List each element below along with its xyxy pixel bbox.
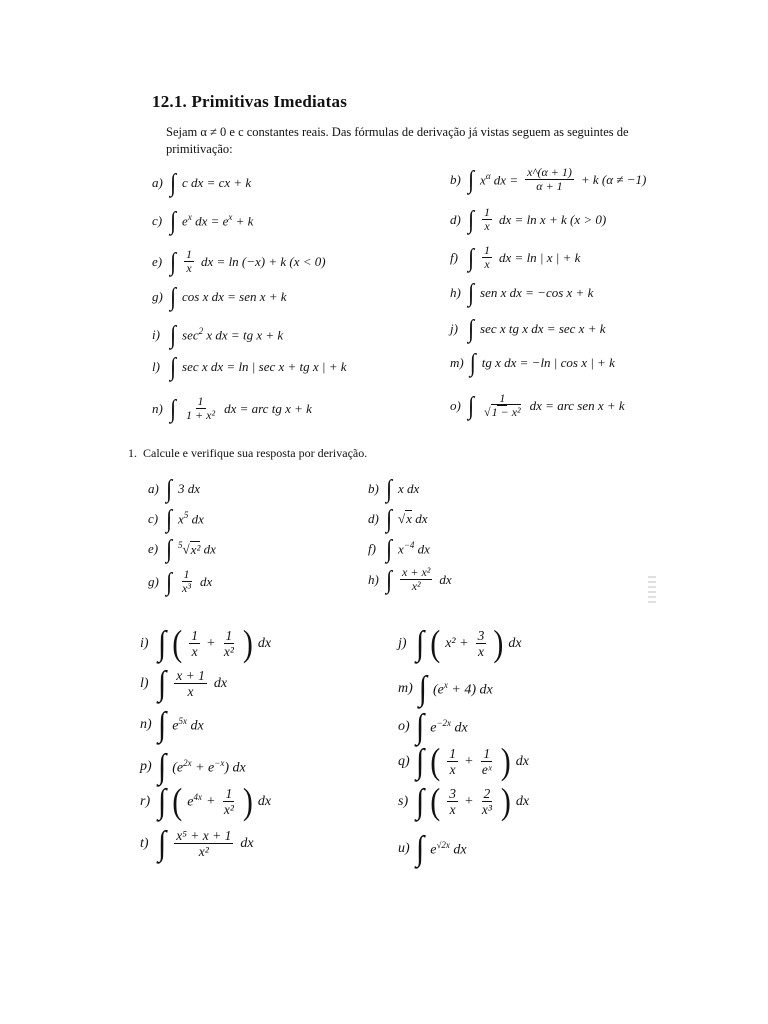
fraction (476, 628, 487, 659)
integral-sign: ∫ (468, 278, 475, 307)
exercise-heading (128, 446, 367, 461)
item-exponent: 5 (183, 510, 189, 521)
formula-body: dx = ln (−x) + k (x < 0) (201, 253, 326, 269)
denominator: x (484, 257, 490, 271)
item-label: j) (398, 635, 407, 651)
integral-sign: ∫ (386, 504, 393, 533)
item-exponent: −x (214, 757, 225, 768)
item-body: dx (414, 541, 430, 557)
formula-label: c) (152, 213, 163, 228)
formula-m (450, 348, 615, 377)
exercise-item-q (398, 740, 529, 782)
denominator: x (186, 261, 192, 275)
item-body: dx (257, 635, 272, 651)
fraction (222, 786, 236, 817)
formula-exponent: x (187, 212, 192, 223)
intro-paragraph: Sejam α ≠ 0 e c constantes reais. Das fórmulas de derivação já vistas seguem as seguintes de primitivação: (166, 125, 629, 156)
formula-base: x (480, 172, 486, 188)
item-label: b) (368, 481, 379, 496)
left-paren: ( (172, 622, 183, 664)
denominator: x³ (481, 802, 492, 817)
left-paren: ( (430, 780, 441, 822)
numerator: 1 (499, 391, 506, 405)
denominator: x² (411, 579, 421, 593)
integral-sign: ∫ (166, 474, 173, 503)
exercise-item-t (140, 823, 254, 862)
numerator: 1 (183, 567, 190, 581)
exercise-item-m (398, 669, 493, 708)
formula-label: i) (152, 327, 160, 342)
formula-exponent: x (228, 212, 233, 223)
numerator: x + 1 (176, 668, 205, 683)
formula-label: h) (450, 285, 461, 300)
exercise-item-i (140, 622, 272, 664)
fraction (189, 628, 200, 659)
integral-sign: ∫ (418, 669, 427, 708)
item-label: d) (368, 511, 379, 526)
formula-c (152, 206, 254, 235)
item-body: dx (200, 541, 216, 557)
formula-body: c dx = cx + k (182, 175, 252, 190)
fraction (400, 566, 432, 593)
integral-sign: ∫ (166, 566, 173, 596)
fraction (480, 786, 494, 817)
integral-sign: ∫ (170, 246, 177, 276)
integral-sign: ∫ (158, 705, 167, 744)
formula-label: n) (152, 400, 163, 416)
item-body: (e (172, 760, 184, 776)
integral-sign: ∫ (170, 352, 177, 381)
formula-body: dx = (490, 172, 519, 188)
item-base: e (430, 720, 437, 736)
denominator: x³ (182, 581, 191, 595)
integral-sign: ∫ (170, 206, 177, 235)
integral-sign: ∫ (416, 623, 425, 662)
integral-sign: ∫ (158, 663, 167, 702)
operator: + (206, 793, 215, 809)
numerator: 3 (449, 786, 456, 801)
integral-sign: ∫ (468, 242, 475, 272)
item-label: t) (140, 835, 149, 851)
formula-body: tg x dx = −ln | cos x | + k (481, 355, 615, 370)
integral-sign: ∫ (170, 168, 177, 197)
exercise-item-p (140, 747, 246, 786)
fraction (482, 206, 492, 233)
integral-sign: ∫ (469, 348, 476, 377)
item-label: n) (140, 717, 152, 732)
formula-j (450, 314, 606, 343)
exercise-item-d: d) ∫ √x dx (368, 504, 428, 533)
item-label: p) (140, 759, 152, 774)
integral-sign: ∫ (170, 320, 177, 349)
item-body: dx (515, 753, 529, 769)
exercise-text: Calcule e verifique sua resposta por derivação. (143, 446, 368, 460)
denominator: α + 1 (536, 179, 563, 193)
left-paren: ( (172, 780, 183, 822)
operator: + (206, 635, 215, 651)
formula-label: j) (450, 321, 458, 336)
item-body: dx (411, 511, 428, 526)
item-body: dx (213, 675, 228, 691)
numerator: 1 (186, 247, 193, 261)
integral-sign: ∫ (416, 741, 425, 780)
item-base: x (178, 511, 184, 527)
item-label: h) (368, 571, 379, 587)
fraction (180, 568, 193, 595)
root-index: 5 (178, 540, 183, 551)
integral-sign: ∫ (468, 314, 475, 343)
item-label: a) (148, 481, 159, 496)
item-label: c) (148, 511, 159, 526)
exercise-item-o (398, 707, 468, 746)
formula-base: e (182, 213, 188, 229)
formula-n (152, 395, 312, 422)
fraction (447, 746, 458, 777)
left-paren: ( (430, 622, 441, 664)
item-label: s) (398, 793, 409, 809)
item-base: e (187, 794, 194, 810)
operator: + (464, 793, 473, 809)
formula-base: sec (182, 327, 199, 343)
item-base: x (398, 541, 404, 557)
item-label: f) (368, 541, 376, 556)
item-exponent: √2x (436, 839, 450, 850)
item-label: i) (140, 635, 149, 651)
item-body: 3 dx (178, 481, 201, 496)
formula-body: dx = ln | x | + k (499, 249, 581, 265)
numerator: 2 (483, 786, 491, 801)
integral-sign: ∫ (158, 823, 167, 862)
exercise-item-c (148, 504, 204, 533)
exercise-item-h (368, 566, 452, 593)
formula-h (450, 278, 594, 307)
item-body: dx (449, 842, 467, 858)
formula-body: sen x dx = −cos x + k (480, 285, 594, 300)
item-exponent: −4 (403, 540, 415, 551)
right-paren: ) (242, 622, 253, 664)
exercise-item-r (140, 780, 272, 822)
fraction (174, 668, 207, 699)
denominator: x² (198, 844, 209, 859)
numerator: x^(α + 1) (527, 165, 572, 179)
formula-label: g) (152, 289, 163, 304)
exercise-item-u (398, 829, 467, 868)
item-label: u) (398, 841, 410, 856)
formula-body: + k (α ≠ −1) (580, 171, 647, 187)
numerator: 1 (197, 394, 204, 408)
formula-o (450, 392, 625, 419)
item-body: (e (433, 682, 444, 698)
integral-sign: ∫ (170, 393, 177, 423)
integral-sign: ∫ (468, 390, 475, 420)
exercise-item-e: e) ∫ $^5$√x² dx (148, 534, 216, 563)
item-label: e) (148, 541, 159, 556)
formula-body: sec x dx = ln | sec x + tg x | + k (182, 359, 347, 374)
item-body: dx (186, 718, 204, 734)
formula-d (450, 206, 606, 233)
numerator: 1 (483, 746, 491, 761)
formula-g (152, 282, 287, 311)
formula-e (152, 248, 326, 275)
exercise-item-j (398, 622, 522, 664)
item-body: x dx (398, 481, 420, 496)
fraction (480, 746, 494, 777)
operator: + (464, 753, 473, 769)
item-base: e (430, 842, 437, 858)
exercise-number: 1. (128, 446, 137, 460)
integral-sign: ∫ (158, 781, 167, 820)
section-title: 12.1. Primitivas Imediatas (152, 92, 348, 111)
integral-sign: ∫ (468, 204, 475, 234)
formula-body: sec x tg x dx = sec x + k (480, 321, 606, 336)
denominator: x (187, 684, 194, 699)
exercise-item-b (368, 474, 420, 503)
fraction (174, 828, 233, 859)
left-paren: ( (430, 740, 441, 782)
numerator: 1 (225, 628, 233, 643)
item-body: dx (199, 573, 213, 589)
item-body: ) dx (224, 760, 246, 776)
numerator: 3 (477, 628, 485, 643)
item-body: dx (515, 793, 530, 809)
numerator: 1 (484, 243, 491, 257)
formula-label: m) (450, 355, 464, 370)
denominator: x (449, 762, 456, 777)
integral-sign: ∫ (416, 781, 425, 820)
numerator: 1 (449, 746, 456, 761)
integral-sign: ∫ (416, 829, 425, 868)
fraction (447, 786, 458, 817)
item-label: m) (398, 681, 413, 696)
fraction (525, 166, 574, 193)
item-exponent: 5x (178, 715, 187, 726)
exercise-item-l (140, 663, 228, 702)
item-exponent: x (443, 679, 448, 690)
exercise-item-n (140, 705, 204, 744)
integral-sign: ∫ (170, 282, 177, 311)
integral-sign: ∫ (468, 164, 475, 194)
exercise-item-f (368, 534, 430, 563)
integral-sign: ∫ (386, 564, 393, 594)
item-body: + 4) dx (447, 682, 493, 698)
numerator: 1 (191, 628, 198, 643)
fraction (184, 395, 217, 422)
item-label: q) (398, 753, 410, 769)
item-body: + e (191, 760, 215, 776)
item-base: e (172, 718, 179, 734)
right-paren: ) (500, 740, 511, 782)
formula-body: cos x dx = sen x + k (182, 289, 287, 304)
integral-sign: ∫ (158, 747, 167, 786)
denominator: eˣ (481, 762, 492, 777)
formula-label: d) (450, 211, 461, 227)
formula-body: dx = e (191, 213, 229, 229)
radicand: 1 − x² (491, 405, 521, 419)
integral-sign: ∫ (158, 623, 167, 662)
fraction (482, 244, 492, 271)
denominator: 1 + x² (186, 408, 216, 422)
integral-sign: ∫ (166, 504, 173, 533)
formula-b (450, 166, 646, 193)
numerator: x⁵ + x + 1 (176, 828, 232, 843)
formula-label: l) (152, 359, 160, 374)
denominator: x² (223, 644, 234, 659)
formula-label: o) (450, 397, 461, 413)
formula-a (152, 168, 252, 197)
radicand: x² (190, 541, 201, 557)
integral-sign: ∫ (416, 707, 425, 746)
formula-f (450, 244, 580, 271)
denominator: √1 − x² (484, 405, 521, 419)
numerator: 1 (225, 786, 233, 801)
formula-i (152, 320, 284, 349)
formula-label: e) (152, 253, 163, 269)
item-body: dx (439, 571, 452, 587)
denominator: x (477, 644, 484, 659)
item-label: l) (140, 675, 149, 691)
formula-label: b) (450, 171, 461, 187)
exercise-item-a (148, 474, 201, 503)
denominator: x² (223, 802, 234, 817)
formula-body: dx = arc sen x + k (529, 397, 625, 413)
numerator: x + x² (402, 565, 431, 579)
item-body: dx (257, 793, 272, 809)
fraction (482, 392, 523, 419)
formula-exponent: α (485, 170, 491, 181)
integral-sign: ∫ (386, 474, 393, 503)
numerator: 1 (484, 205, 491, 219)
scan-artifact (648, 576, 656, 606)
formula-l (152, 352, 347, 381)
formula-body: dx = arc tg x + k (224, 400, 312, 416)
right-paren: ) (500, 780, 511, 822)
denominator: x (484, 219, 490, 233)
formula-body: x dx = tg x + k (203, 327, 284, 343)
radicand: x (406, 511, 412, 526)
item-body: dx (451, 720, 468, 736)
item-exponent: 4x (193, 792, 202, 803)
denominator: x (191, 644, 198, 659)
item-label: r) (140, 793, 151, 809)
integral-sign: ∫ (166, 534, 173, 563)
formula-body: + k (232, 213, 254, 229)
exercise-item-g (148, 568, 212, 595)
denominator: x (449, 802, 456, 817)
item-body: dx (508, 635, 522, 651)
item-label: o) (398, 719, 410, 734)
formula-label: a) (152, 175, 163, 190)
fraction (184, 248, 194, 275)
right-paren: ) (242, 780, 253, 822)
integral-sign: ∫ (386, 534, 393, 563)
item-exponent: −2x (436, 717, 452, 728)
item-body: dx (240, 835, 254, 851)
formula-body: dx = ln x + k (x > 0) (499, 211, 607, 227)
fraction (222, 628, 236, 659)
item-body: dx (188, 511, 204, 527)
formula-exponent: 2 (198, 326, 204, 337)
item-exponent: 2x (183, 757, 192, 768)
exercise-item-s (398, 780, 530, 822)
item-body: x² + (445, 635, 469, 651)
item-label: g) (148, 573, 159, 589)
formula-label: f) (450, 249, 458, 265)
right-paren: ) (493, 622, 504, 664)
